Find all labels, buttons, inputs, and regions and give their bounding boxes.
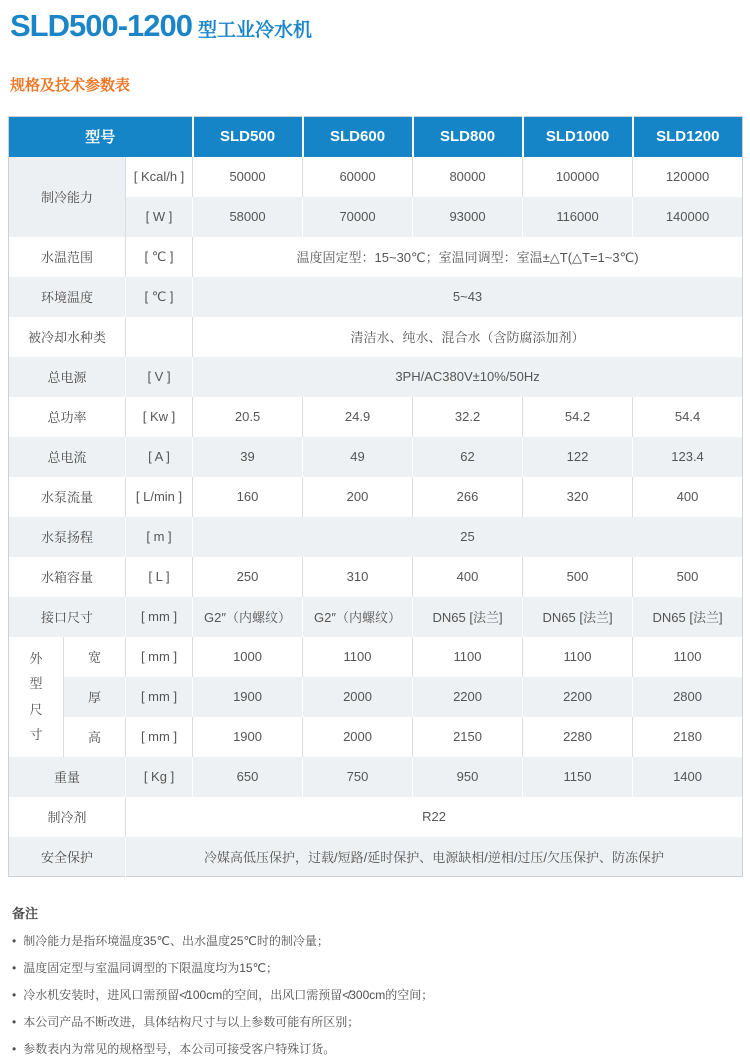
- row-label: 安全保护: [9, 837, 126, 877]
- row-label: 环境温度: [9, 277, 126, 317]
- row-unit: [ ℃ ]: [126, 277, 193, 317]
- table-header-row: [9, 117, 743, 157]
- table-row: [9, 797, 743, 837]
- note-item: [12, 1040, 742, 1057]
- table-row: [9, 357, 743, 397]
- product-model: SLD500-1200: [10, 8, 193, 43]
- note-item: [12, 932, 742, 949]
- cell-value: 123.4: [633, 437, 743, 477]
- cell-value: 100000: [523, 157, 633, 197]
- cell-value: 500: [633, 557, 743, 597]
- bullet: •: [12, 1015, 17, 1029]
- cell-value: 2200: [523, 677, 633, 717]
- table-row: [9, 317, 743, 357]
- cell-value: DN65 [法兰]: [413, 597, 523, 637]
- cell-value: 1150: [523, 757, 633, 797]
- header-cell-sld800: SLD800: [413, 117, 523, 157]
- row-unit: [ mm ]: [126, 677, 193, 717]
- table-row: [9, 277, 743, 317]
- row-label: 制冷剂: [9, 797, 126, 837]
- row-sub-label: 高: [64, 717, 126, 757]
- cell-value: 32.2: [413, 397, 523, 437]
- cell-span-value: 清洁水、纯水、混合水（含防腐添加剂）: [193, 317, 743, 357]
- row-sub-label: 宽: [64, 637, 126, 677]
- row-unit: [ L/min ]: [126, 477, 193, 517]
- header-cell-sld1000: SLD1000: [523, 117, 633, 157]
- table-row: [9, 437, 743, 477]
- cell-value: 2280: [523, 717, 633, 757]
- cell-value: 50000: [193, 157, 303, 197]
- cell-value: 1100: [303, 637, 413, 677]
- row-label: 制冷能力: [9, 157, 126, 237]
- cell-span-value: 25: [193, 517, 743, 557]
- cell-value: 2150: [413, 717, 523, 757]
- row-label: 水泵扬程: [9, 517, 126, 557]
- cell-value: 320: [523, 477, 633, 517]
- header-cell-sld1200: SLD1200: [633, 117, 743, 157]
- page-title: [10, 8, 742, 44]
- cell-span-value: 冷媒高低压保护，过载/短路/延时保护、电源缺相/逆相/过压/欠压保护、防冻保护: [126, 837, 743, 877]
- cell-value: 54.4: [633, 397, 743, 437]
- cell-value: 1900: [193, 717, 303, 757]
- row-unit: [126, 317, 193, 357]
- row-label: 接口尺寸: [9, 597, 126, 637]
- row-unit: [ V ]: [126, 357, 193, 397]
- cell-value: 49: [303, 437, 413, 477]
- table-row: [9, 157, 743, 197]
- row-label: 总电流: [9, 437, 126, 477]
- row-unit: [ A ]: [126, 437, 193, 477]
- cell-value: DN65 [法兰]: [633, 597, 743, 637]
- table-row: [9, 637, 743, 677]
- cell-value: 2000: [303, 677, 413, 717]
- cell-value: 950: [413, 757, 523, 797]
- table-row: [9, 517, 743, 557]
- row-unit: [ m ]: [126, 517, 193, 557]
- table-row: [9, 597, 743, 637]
- cell-span-value: R22: [126, 797, 743, 837]
- row-group-label: [9, 637, 64, 757]
- note-text: 冷水机安装时，进风口需预留≮100cm的空间，出风口需预留≮300cm的空间；: [23, 988, 434, 1002]
- cell-value: 93000: [413, 197, 523, 237]
- cell-value: 400: [413, 557, 523, 597]
- row-unit: [ Kcal/h ]: [126, 157, 193, 197]
- row-label: 重量: [9, 757, 126, 797]
- cell-value: 310: [303, 557, 413, 597]
- cell-value: 70000: [303, 197, 413, 237]
- cell-value: 2000: [303, 717, 413, 757]
- cell-value: 80000: [413, 157, 523, 197]
- row-label: 被冷却水种类: [9, 317, 126, 357]
- cell-value: 1900: [193, 677, 303, 717]
- cell-value: 39: [193, 437, 303, 477]
- cell-value: 1100: [413, 637, 523, 677]
- cell-value: 400: [633, 477, 743, 517]
- note-text: 制冷能力是指环境温度35℃、出水温度25℃时的制冷量；: [23, 934, 329, 948]
- cell-value: 20.5: [193, 397, 303, 437]
- spec-table: [8, 116, 743, 877]
- bullet: •: [12, 988, 17, 1002]
- cell-value: 1000: [193, 637, 303, 677]
- cell-value: 160: [193, 477, 303, 517]
- row-unit: [ W ]: [126, 197, 193, 237]
- row-unit: [ mm ]: [126, 717, 193, 757]
- cell-value: 250: [193, 557, 303, 597]
- cell-value: 2800: [633, 677, 743, 717]
- row-unit: [ Kw ]: [126, 397, 193, 437]
- cell-value: G2″（内螺纹）: [303, 597, 413, 637]
- table-row: [9, 237, 743, 277]
- cell-value: 1100: [633, 637, 743, 677]
- note-item: [12, 1013, 742, 1030]
- header-cell-sld500: SLD500: [193, 117, 303, 157]
- table-row: [9, 757, 743, 797]
- table-row: [9, 837, 743, 877]
- note-text: 温度固定型与室温同调型的下限温度均为15℃；: [23, 961, 279, 975]
- header-cell-sld600: SLD600: [303, 117, 413, 157]
- cell-value: 2200: [413, 677, 523, 717]
- section-title: 规格及技术参数表: [10, 77, 131, 94]
- cell-value: 1400: [633, 757, 743, 797]
- vertical-label: 外型尺寸: [29, 650, 43, 742]
- bullet: •: [12, 934, 17, 948]
- row-label: 水温范围: [9, 237, 126, 277]
- cell-span-value: 5~43: [193, 277, 743, 317]
- cell-value: 54.2: [523, 397, 633, 437]
- cell-value: 58000: [193, 197, 303, 237]
- row-unit: [ L ]: [126, 557, 193, 597]
- row-unit: [ Kg ]: [126, 757, 193, 797]
- cell-value: 140000: [633, 197, 743, 237]
- table-row: [9, 557, 743, 597]
- row-label: 水箱容量: [9, 557, 126, 597]
- cell-value: 120000: [633, 157, 743, 197]
- cell-value: 200: [303, 477, 413, 517]
- row-unit: [ mm ]: [126, 637, 193, 677]
- cell-value: DN65 [法兰]: [523, 597, 633, 637]
- table-row: [9, 677, 743, 717]
- row-unit: [ mm ]: [126, 597, 193, 637]
- notes-list: [12, 932, 742, 1057]
- cell-value: 24.9: [303, 397, 413, 437]
- table-row: [9, 717, 743, 757]
- cell-value: 750: [303, 757, 413, 797]
- cell-value: G2″（内螺纹）: [193, 597, 303, 637]
- row-label: 总功率: [9, 397, 126, 437]
- cell-value: 650: [193, 757, 303, 797]
- row-unit: [ ℃ ]: [126, 237, 193, 277]
- header-cell-model: 型号: [9, 117, 193, 157]
- cell-value: 60000: [303, 157, 413, 197]
- cell-value: 266: [413, 477, 523, 517]
- bullet: •: [12, 961, 17, 975]
- row-sub-label: 厚: [64, 677, 126, 717]
- product-type: 型工业冷水机: [198, 20, 313, 41]
- note-item: [12, 986, 742, 1003]
- cell-value: 500: [523, 557, 633, 597]
- note-text: 本公司产品不断改进，具体结构尺寸与以上参数可能有所区别；: [23, 1015, 360, 1029]
- table-row: [9, 477, 743, 517]
- cell-span-value: 3PH/AC380V±10%/50Hz: [193, 357, 743, 397]
- cell-value: 62: [413, 437, 523, 477]
- cell-value: 1100: [523, 637, 633, 677]
- note-item: [12, 959, 742, 976]
- notes-section: [12, 903, 742, 1057]
- cell-span-value: 温度固定型：15~30℃；室温同调型：室温±△T(△T=1~3℃): [193, 237, 743, 277]
- notes-heading: 备注: [12, 906, 39, 921]
- table-row: [9, 397, 743, 437]
- row-label: 水泵流量: [9, 477, 126, 517]
- row-label: 总电源: [9, 357, 126, 397]
- cell-value: 122: [523, 437, 633, 477]
- cell-value: 2180: [633, 717, 743, 757]
- note-text: 参数表内为常见的规格型号，本公司可接受客户特殊订货。: [23, 1042, 336, 1056]
- cell-value: 116000: [523, 197, 633, 237]
- bullet: •: [12, 1042, 17, 1056]
